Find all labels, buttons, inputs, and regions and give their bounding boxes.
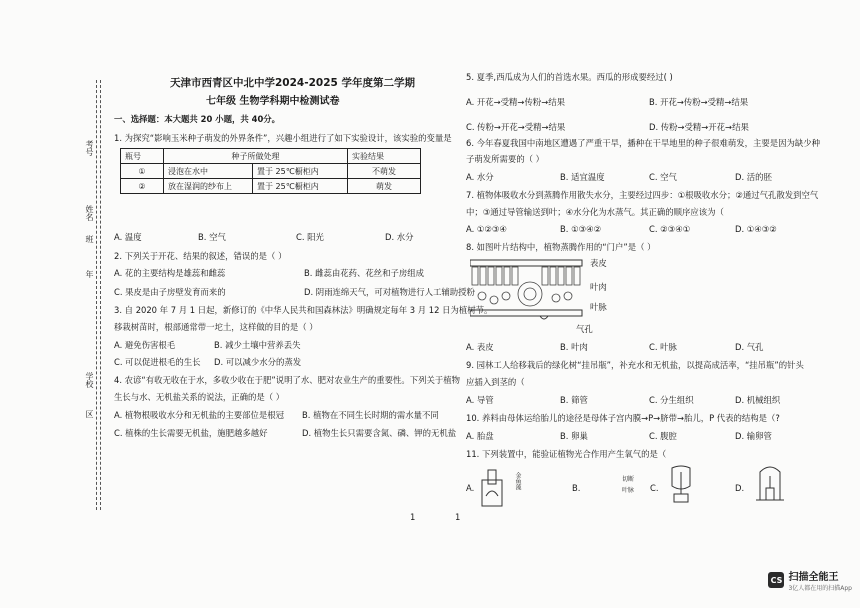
q1-option-d: D. 水分 [385,232,414,242]
table-cell: ① [121,164,164,179]
fig-label-epidermis: 表皮 [590,258,607,268]
sidebar-label-school: 学校 [85,372,94,388]
watermark-brand: 扫描全能王 [788,572,839,583]
q3-stem-2: 移栽树苗时，根部通常带一坨土，这样做的目的是（ ） [114,322,318,332]
q5-stem: 5. 夏季,西瓜成为人们的首选水果。西瓜的形成要经过( ) [466,72,673,82]
table-cell: 置于 25℃橱柜内 [253,164,348,179]
table-header-cell: 瓶号 [121,149,164,164]
q11-option-b: B. [572,483,581,493]
q7-option-c: C. ②③④① [649,224,691,234]
q6-option-a: A. 水分 [466,172,494,182]
q2-option-a: A. 花的主要结构是雄蕊和雌蕊 [114,268,226,278]
fig-label-vein: 叶脉 [590,302,607,312]
camscanner-logo-icon: CS [768,572,784,588]
apparatus-c-figure [666,464,696,508]
q4-stem-1: 4. 农谚“有收无收在于水，多收少收在于肥”说明了水、肥对农业生产的重要性。下列关于植物 [114,375,460,385]
q5-option-a: A. 开花→受精→传粉→结果 [466,97,565,107]
table-header-cell: 种子所做处理 [164,149,348,164]
q2-stem: 2. 下列关于开花、结果的叙述，错误的是（ ） [114,251,287,261]
q3-option-b: B. 减少土壤中营养丢失 [214,340,301,350]
q2-option-d: D. 阴雨连绵天气，可对植物进行人工辅助授粉 [304,287,475,297]
apparatus-a-label: 金鱼藻 [514,472,521,490]
sidebar-label-district: 区 [85,410,94,418]
table-row [121,164,421,179]
q2-option-c: C. 果皮是由子房壁发育而来的 [114,287,226,297]
q4-option-c: C. 植株的生长需要无机盐，施肥越多越好 [114,428,268,438]
q8-option-c: C. 叶脉 [649,342,677,352]
fig-label-mesophyll: 叶肉 [590,282,607,292]
leaf-diagram-icon [470,256,586,326]
table-cell: 浸泡在水中 [164,164,253,179]
page-number-right: 1 [455,512,461,522]
fig-label-stomata: 气孔 [576,324,593,334]
q9-stem-2: 应插入到茎的（ [466,377,525,387]
q6-option-c: C. 空气 [649,172,677,182]
leaf-structure-figure [470,256,586,326]
table-cell: 不萌发 [348,164,421,179]
q3-option-a: A. 避免伤害根毛 [114,340,176,350]
q7-option-d: D. ①④③② [735,224,777,234]
table-header-row [121,149,421,164]
exam-title: 天津市西青区中北中学2024-2025 学年度第二学期 [170,77,415,89]
q6-stem-1: 6. 今年春夏我国中南地区遭遇了严重干旱，播种在干旱地里的种子很难萌发，主要是因为缺少种 [466,138,821,148]
q8-option-d: D. 气孔 [735,342,764,352]
table-header-cell: 实验结果 [348,149,421,164]
q7-option-a: A. ①②③④ [466,224,507,234]
binding-line [96,80,97,510]
q10-option-b: B. 卵巢 [560,431,588,441]
apparatus-d-figure [756,462,784,508]
table-cell: 置于 25℃橱柜内 [253,179,348,194]
q1-option-b: B. 空气 [198,232,226,242]
binding-line-2 [100,80,101,510]
page-number-left: 1 [410,512,416,522]
bell-jar-icon [756,462,784,504]
q7-stem-1: 7. 植物体吸收水分到蒸腾作用散失水分，主要经过四步：①根吸收水分；②通过气孔散发到空气 [466,190,819,200]
q8-stem: 8. 如图叶片结构中，植物蒸腾作用的“门户”是（ ） [466,242,656,252]
section-heading: 一、选择题：本大题共 20 小题，共 40分。 [114,114,281,124]
q10-option-c: C. 腹腔 [649,431,677,441]
q9-option-d: D. 机械组织 [735,395,781,405]
q7-stem-2: 中；③通过导管输送到叶；④水分化为水蒸气。其正确的顺序应该为（ [466,207,724,217]
q8-option-b: B. 叶肉 [560,342,588,352]
sidebar-label-grade: 年 [85,270,94,278]
sidebar-label-name: 姓名 [85,205,94,221]
q9-option-c: C. 分生组织 [649,395,694,405]
q3-option-d: D. 可以减少水分的蒸发 [214,357,302,367]
table-cell: 放在湿润的纱布上 [164,179,253,194]
q2-option-b: B. 雌蕊由花药、花丝和子房组成 [304,268,424,278]
sidebar-label-kaohao: 考号 [85,140,94,156]
q9-stem-1: 9. 园林工人给移栽后的绿化树“挂吊瓶”，补充水和无机盐，以提高成活率，“挂吊瓶”的针头 [466,360,804,370]
q11-option-d: D. [735,483,745,493]
q4-option-d: D. 植物生长只需要含氮、磷、钾的无机盐 [302,428,457,438]
q10-option-d: D. 输卵管 [735,431,772,441]
q6-option-b: B. 适宜温度 [560,172,605,182]
q5-option-d: D. 传粉→受精→开花→结果 [649,122,749,132]
q4-option-a: A. 植物根吸收水分和无机盐的主要部位是根冠 [114,410,285,420]
apparatus-b-label: 切断 叶脉 [622,476,635,494]
scanner-watermark [768,568,852,592]
table-cell: 萌发 [348,179,421,194]
table-row [121,179,421,194]
q8-option-a: A. 表皮 [466,342,494,352]
q5-option-c: C. 传粉→开花→受精→结果 [466,122,566,132]
q10-option-a: A. 胎盘 [466,431,494,441]
q10-stem: 10. 养料由母体运给胎儿的途径是母体子宫内膜→P→脐带→胎儿，P 代表的结构是（? [466,413,780,423]
q11-stem: 11. 下列装置中，能验证植物光合作用产生氧气的是（ [466,449,667,459]
table-cell: ② [121,179,164,194]
q4-option-b: B. 植物在不同生长时期的需水量不同 [302,410,439,420]
q11-option-c: C. [650,483,659,493]
potted-plant-icon [666,464,696,504]
q11-option-a: A. [466,483,475,493]
sidebar-label-class: 班 [85,235,94,243]
q7-option-b: B. ①③④② [560,224,602,234]
watermark-tagline: 3亿人都在用的扫描App [788,585,852,592]
q1-stem: 1. 为探究“影响玉米种子萌发的外界条件”，兴趣小组进行了如下实验设计，该实验的变量是 [114,133,452,143]
q9-option-a: A. 导管 [466,395,494,405]
q5-option-b: B. 开花→传粉→受精→结果 [649,97,749,107]
q1-option-c: C. 阳光 [296,232,324,242]
q6-option-d: D. 活的胚 [735,172,772,182]
experiment-table [120,148,421,194]
q4-stem-2: 生长与水、无机盐关系的说法，正确的是（ ） [114,392,285,402]
q6-stem-2: 子萌发所需要的（ ） [466,154,545,164]
q1-option-a: A. 温度 [114,232,142,242]
q3-option-c: C. 可以促进根毛的生长 [114,357,201,367]
exam-subtitle: 七年级 生物学科期中检测试卷 [206,96,340,107]
q3-stem-1: 3. 自 2020 年 7 月 1 日起，新修订的《中华人民共和国森林法》明确规定每年 3 月 12 日为植树节。 [114,305,493,315]
q9-option-b: B. 筛管 [560,395,588,405]
